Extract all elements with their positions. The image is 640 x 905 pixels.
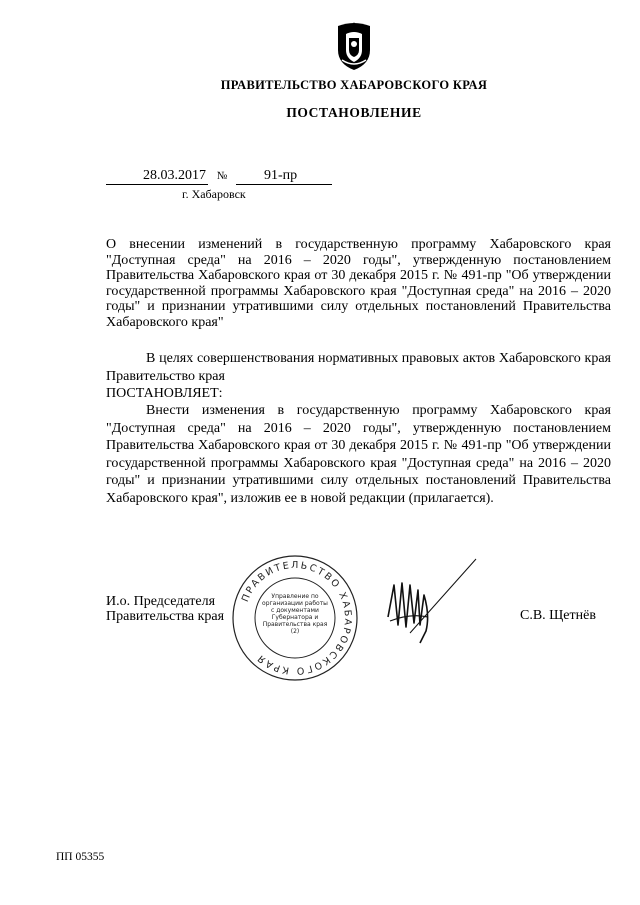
stamp-inner-text: Управление по организации работы с документами Губернатора и Правительства края (2) <box>262 593 328 635</box>
government-title: ПРАВИТЕЛЬСТВО ХАБАРОВСКОГО КРАЯ <box>220 78 488 92</box>
stamp-ring-text: ПРАВИТЕЛЬСТВО ХАБАРОВСКОГО КРАЯ <box>239 559 354 677</box>
city-label: г. Хабаровск <box>182 187 246 201</box>
number-sign: № <box>216 170 228 182</box>
body-paragraph-resolution: Внести изменения в государственную программу Хабаровского края "Доступная среда" на 2016 – 2020 годы", утвержденную постановлением Правительства Хабаровского края от 30 декабря 2015 г. № 491-пр "Об утверждении государственной программы Хабаровского края "Доступная среда" на 2016 – 2020 годы" и признании утратившими силу отдельных постановлений Правительства Хабаровского края", изложив ее в новой редакции (прилагается). <box>106 403 611 506</box>
document-number: 91-пр <box>236 168 332 185</box>
document-type-title: ПОСТАНОВЛЕНИЕ <box>286 105 422 120</box>
body-resolves-heading: ПОСТАНОВЛЯЕТ: <box>106 386 223 401</box>
handwritten-signature <box>380 555 480 655</box>
document-date: 28.03.2017 <box>106 168 208 185</box>
body-paragraph-preamble: В целях совершенствования нормативных правовых актов Хабаровского края Правительство края <box>106 351 611 384</box>
signatory-position-line2: Правительства края <box>106 609 225 624</box>
signatory-position <box>106 594 224 624</box>
signatory-name: С.В. Щетнёв <box>520 608 596 623</box>
document-subject: О внесении изменений в государственную программу Хабаровского края "Доступная среда" на 2016 – 2020 годы", утвержденную постановлением Правительства Хабаровского края от 30 декабря 2015 г. № 491-пр "Об утверждении государственной программы Хабаровского края "Доступная среда" на 2016 – 2020 годы" и признании утратившими силу отдельных постановлений Правительства Хабаровского края" <box>106 237 611 330</box>
date-number-line <box>106 168 332 185</box>
footer-code: ПП 05355 <box>56 851 105 863</box>
signatory-position-line1: И.о. Председателя <box>106 594 216 609</box>
official-stamp <box>230 553 360 683</box>
coat-of-arms-emblem-icon <box>330 20 378 72</box>
